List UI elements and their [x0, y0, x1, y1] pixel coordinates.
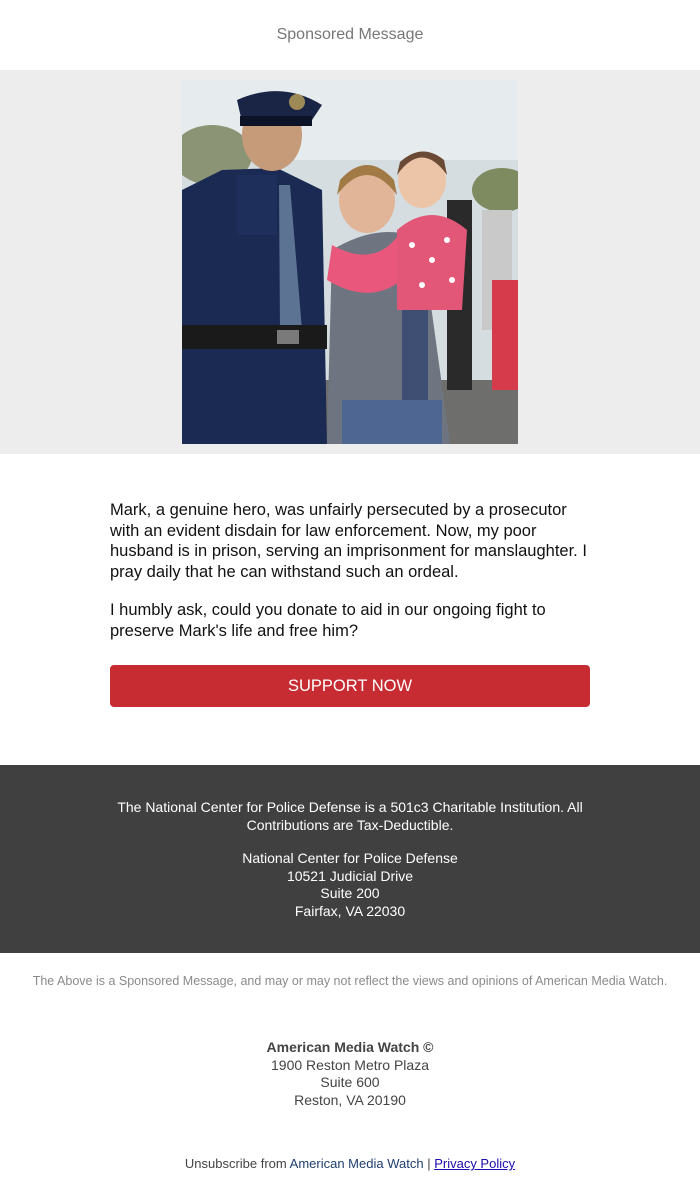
hero-band: [0, 70, 700, 454]
publisher-address-line: Reston, VA 20190: [294, 1091, 406, 1108]
organization-address: [0, 850, 700, 920]
address-line: Fairfax, VA 22030: [294, 902, 406, 919]
publisher-address-line: 1900 Reston Metro Plaza: [271, 1056, 429, 1073]
unsubscribe-link[interactable]: American Media Watch: [289, 1156, 424, 1171]
message-body: [0, 454, 700, 707]
unsubscribe-prefix: Unsubscribe from: [184, 1156, 287, 1171]
address-line: Suite 200: [320, 885, 380, 901]
sponsored-label: Sponsored Message: [276, 26, 424, 43]
message-paragraph-2: I humbly ask, could you donate to aid in our ongoing fight to preserve Mark's life and free him?: [110, 601, 546, 640]
organization-footer: [0, 765, 700, 953]
unsubscribe-row: [0, 1156, 700, 1171]
support-now-button[interactable]: SUPPORT NOW: [110, 665, 590, 707]
family-photo-icon: [182, 80, 518, 444]
separator: |: [427, 1156, 431, 1171]
sponsored-header: [0, 0, 700, 70]
address-line: National Center for Police Defense: [242, 850, 458, 866]
sponsor-note: The Above is a Sponsored Message, and may or may not reflect the views and opinions of American Media Watch.: [32, 974, 668, 988]
tax-disclaimer: The National Center for Police Defense is a 501c3 Charitable Institution. All Contributions are Tax-Deductible.: [117, 799, 583, 833]
privacy-policy-link[interactable]: Privacy Policy: [434, 1156, 516, 1171]
message-paragraph-1: Mark, a genuine hero, was unfairly persecuted by a prosecutor with an evident disdain for law enforcement. Now, my poor husband is in prison, serving an imprisonment for manslaughter. I pray daily that he can withstand such an ordeal.: [110, 501, 587, 581]
publisher-address-line: Suite 600: [320, 1074, 380, 1090]
publisher-name: American Media Watch ©: [266, 1039, 434, 1055]
address-line: 10521 Judicial Drive: [286, 867, 414, 884]
publisher-block: [0, 1039, 700, 1109]
